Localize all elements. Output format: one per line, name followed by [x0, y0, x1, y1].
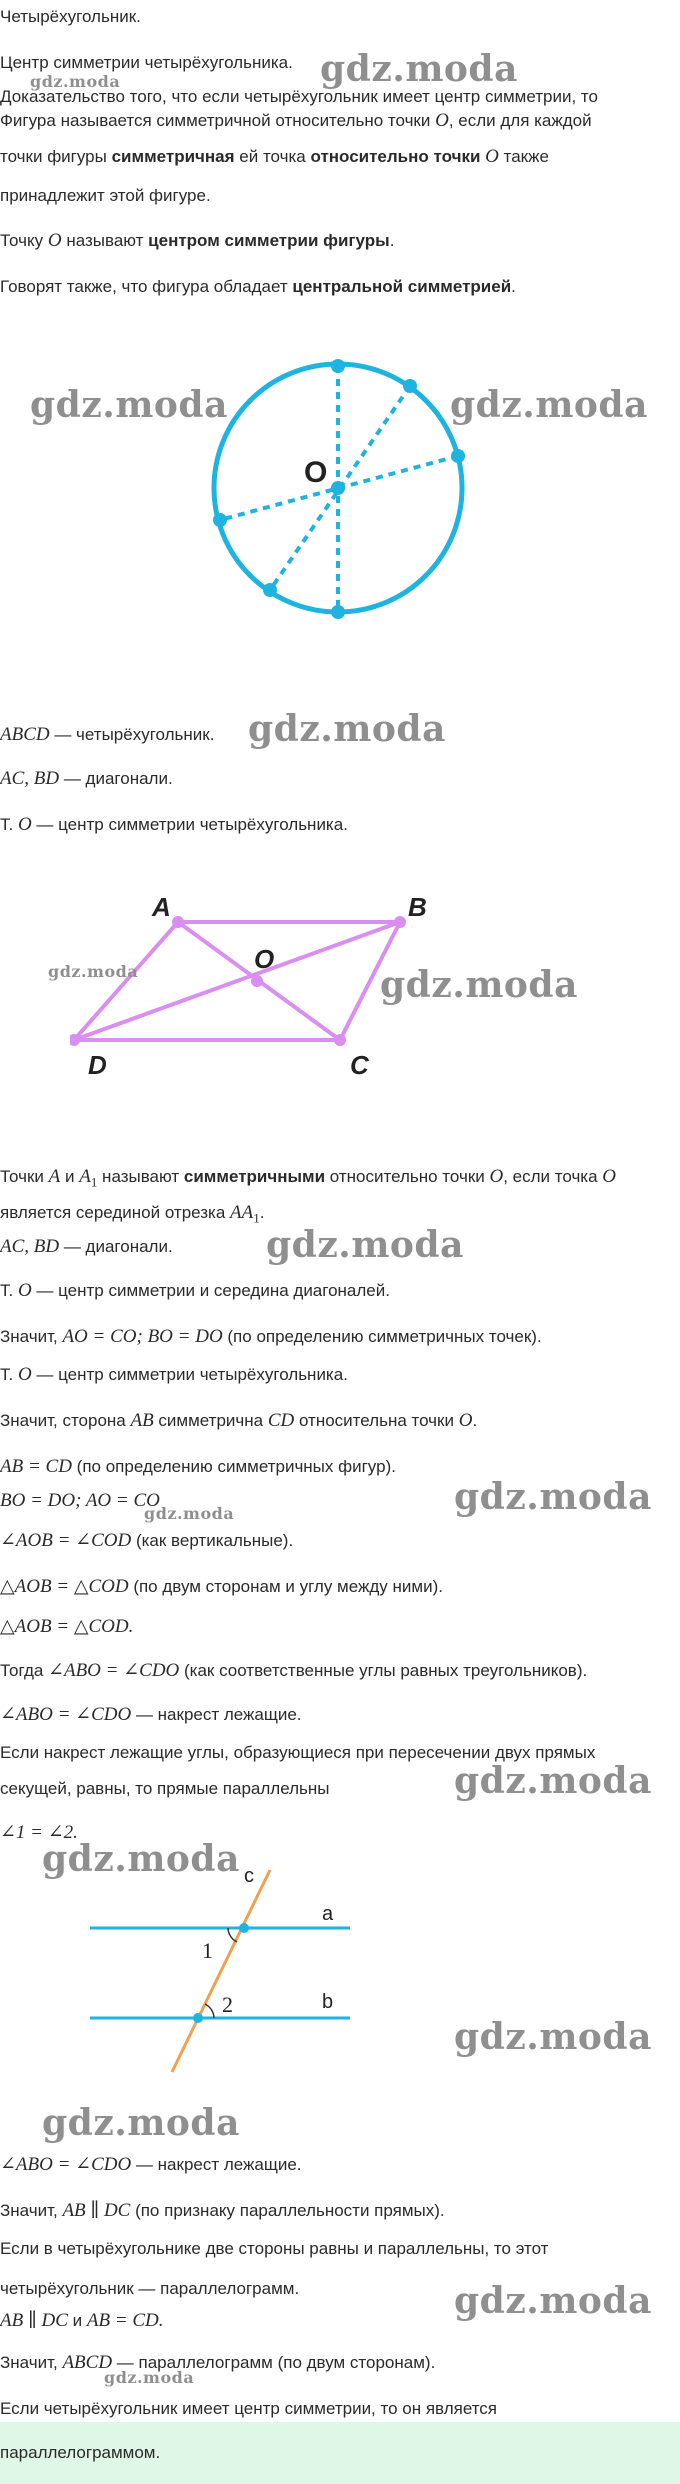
watermark: gdz.moda — [450, 384, 648, 426]
circle-point — [451, 449, 465, 463]
watermark: gdz.moda — [320, 48, 518, 90]
circle-point — [213, 513, 227, 527]
text-line: четырёхугольник — параллелограмм. — [0, 2279, 300, 2298]
watermark: gdz.moda — [454, 2280, 652, 2322]
label-d: D — [88, 1050, 107, 1080]
text-line: Значит, AO = CO; BO = DO (по определению симметричных точек). — [0, 1326, 542, 1347]
intersection-point — [239, 1923, 249, 1933]
conclusion-line: Если четырёхугольник имеет центр симметрии, то он является — [0, 2399, 498, 2418]
text-line: Точки A и $A_1$ называют симметричными относительно точки O, если точка O — [0, 1166, 617, 1190]
text-line: Доказательство того, что если четырёхугольник имеет центр симметрии, то — [0, 87, 598, 106]
intersection-point — [193, 2013, 203, 2023]
watermark: gdz.moda — [30, 384, 228, 426]
text-line: Четырёхугольник. — [0, 7, 141, 26]
watermark: gdz.moda — [454, 2016, 652, 2058]
angle-2-label: 2 — [222, 1992, 233, 2017]
watermark: gdz.moda — [42, 2102, 240, 2144]
text-line: AC, BD — диагонали. — [0, 1236, 173, 1257]
text-line: Т. O — центр симметрии четырёхугольника. — [0, 1364, 348, 1385]
angle-2-arc — [205, 2004, 214, 2018]
center-point — [331, 481, 345, 495]
text-line: секущей, равны, то прямые параллельны — [0, 1779, 330, 1798]
vertex-a — [172, 916, 184, 928]
text-line: ∠AOB = ∠COD (как вертикальные). — [0, 1530, 294, 1551]
center-label: O — [304, 456, 328, 489]
circle-point — [331, 605, 345, 619]
text-line: ∠1 = ∠2. — [0, 1822, 78, 1843]
watermark: gdz.moda — [248, 708, 446, 750]
definition-line: точки фигуры симметричная ей точка относительно точки O также — [0, 146, 549, 167]
text-line: ∠ABO = ∠CDO — накрест лежащие. — [0, 2154, 302, 2175]
text-line: Тогда ∠ABO = ∠CDO (как соответственные углы равных треугольников). — [0, 1660, 588, 1681]
text-line: Т. O — центр симметрии четырёхугольника. — [0, 814, 348, 835]
angle-1-label: 1 — [202, 1938, 213, 1963]
text-line: ∠ABO = ∠CDO — накрест лежащие. — [0, 1704, 302, 1725]
text-line: Говорят также, что фигура обладает центральной симметрией. — [0, 277, 516, 296]
text-line: △AOB = △COD (по двум сторонам и углу между ними). — [0, 1576, 443, 1597]
text-line: Значит, ABCD — параллелограмм (по двум сторонам). — [0, 2352, 436, 2373]
label-b: B — [408, 892, 427, 922]
circle-point — [263, 583, 277, 597]
watermark: gdz.moda — [30, 72, 121, 91]
text-line: Центр симметрии четырёхугольника. — [0, 53, 293, 72]
text-line: Значит, сторона AB симметрична CD относительна точки O. — [0, 1410, 478, 1431]
watermark: gdz.moda — [144, 1504, 235, 1523]
label-c: C — [350, 1050, 369, 1080]
watermark: gdz.moda — [454, 1760, 652, 1802]
definition-line: принадлежит этой фигуре. — [0, 186, 211, 205]
vertex-c — [334, 1034, 346, 1046]
watermark: gdz.moda — [380, 964, 578, 1006]
parallel-lines-figure — [80, 1858, 380, 2088]
conclusion-line: параллелограммом. — [0, 2443, 161, 2462]
circle-point — [403, 379, 417, 393]
vertex-b — [394, 916, 406, 928]
text-line: Значит, AB ∥ DC (по признаку параллельности прямых). — [0, 2200, 445, 2221]
watermark: gdz.moda — [266, 1224, 464, 1266]
text-line: ABCD — четырёхугольник. — [0, 724, 215, 745]
definition-line: Фигура называется симметричной относительно точки O, если для каждой — [0, 110, 592, 131]
watermark: gdz.moda — [104, 2368, 195, 2387]
line-a-label: a — [322, 1903, 334, 1925]
text-line: BO = DO; AO = CO — [0, 1490, 160, 1511]
secant-label: c — [244, 1865, 254, 1887]
text-line: AC, BD — диагонали. — [0, 768, 173, 789]
watermark: gdz.moda — [48, 962, 139, 981]
label-o: O — [254, 944, 275, 974]
circle-point — [331, 359, 345, 373]
text-line: AB ∥ DC и AB = CD. — [0, 2310, 164, 2331]
text-line: Точку O называют центром симметрии фигуры. — [0, 230, 395, 251]
text-line: является серединой отрезка $AA_1$. — [0, 1202, 265, 1226]
text-line: Если в четырёхугольнике две стороны равны и параллельны, то этот — [0, 2239, 549, 2258]
text-line: △AOB = △COD. — [0, 1616, 134, 1637]
line-b-label: b — [322, 1991, 334, 2013]
secant-c — [172, 1870, 270, 2072]
text-line: Т. O — центр симметрии и середина диагоналей. — [0, 1280, 390, 1301]
label-a: A — [152, 892, 171, 922]
watermark: gdz.moda — [454, 1476, 652, 1518]
text-line: Если накрест лежащие углы, образующиеся при пересечении двух прямых — [0, 1743, 596, 1762]
text-line: AB = CD (по определению симметричных фигур). — [0, 1456, 396, 1477]
center-o — [251, 975, 263, 987]
watermark: gdz.moda — [42, 1838, 240, 1880]
